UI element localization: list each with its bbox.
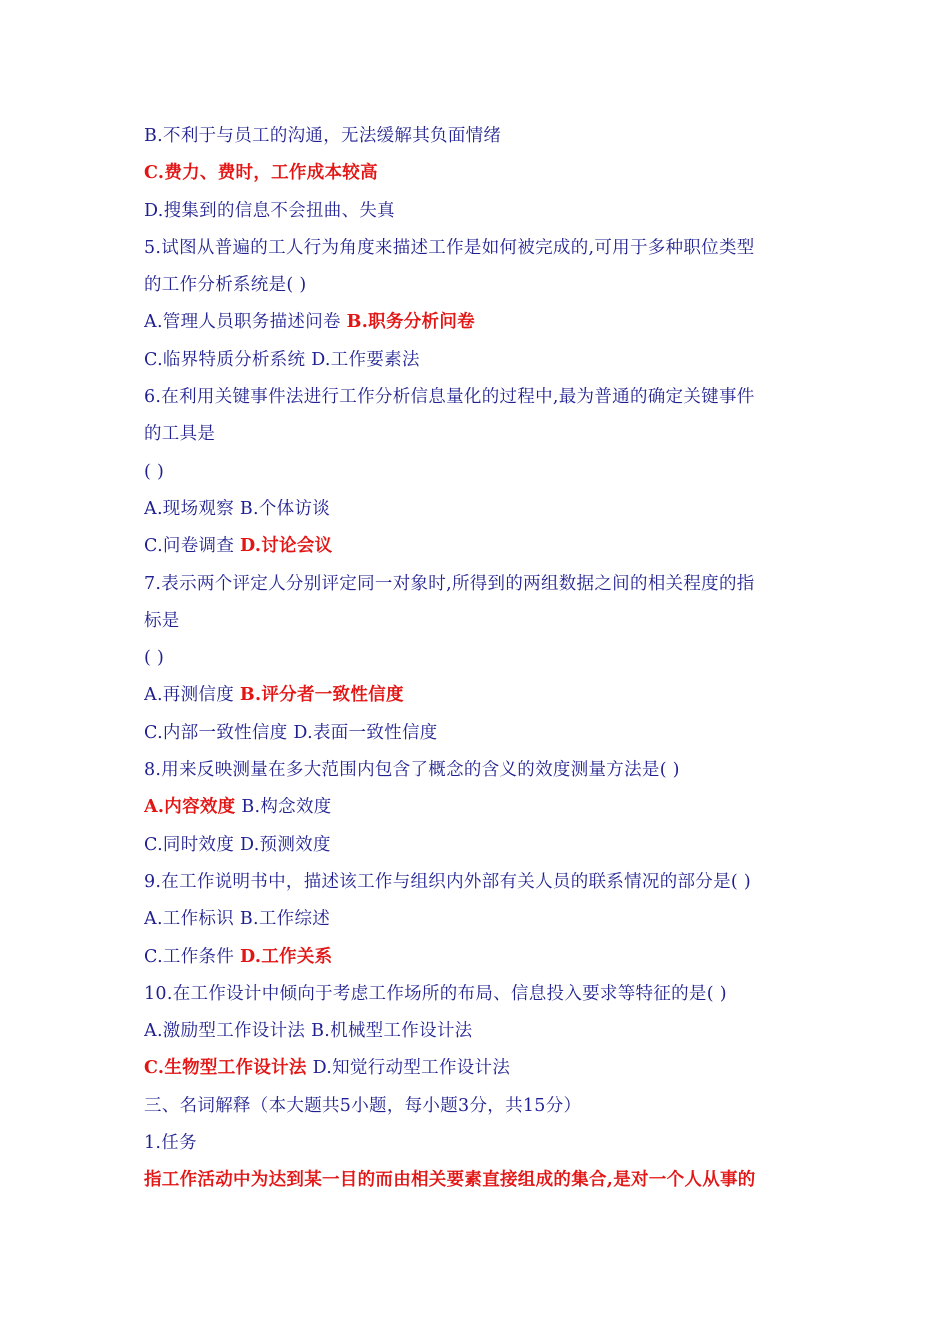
options-line: A.工作标识 B.工作综述 bbox=[144, 909, 331, 930]
term-title: 1.任务 bbox=[144, 1133, 197, 1154]
question-8: 8.用来反映测量在多大范围内包含了概念的含义的效度测量方法是( ) bbox=[144, 760, 680, 781]
question-5: 5.试图从普遍的工人行为角度来描述工作是如何被完成的,可用于多种职位类型 bbox=[144, 237, 755, 258]
text-line: D.搜集到的信息不会扭曲、失真 bbox=[144, 200, 395, 221]
options-line: C.临界特质分析系统 D.工作要素法 bbox=[144, 349, 420, 370]
correct-answer: A.内容效度 bbox=[144, 797, 236, 818]
answer-line bbox=[144, 1162, 814, 1199]
options-line: A.再测信度 B.评分者一致性信度 bbox=[144, 685, 404, 706]
answer-line bbox=[144, 155, 814, 192]
correct-answer: B.职务分析问卷 bbox=[346, 312, 475, 333]
options-line: A.内容效度 B.构念效度 bbox=[144, 797, 332, 818]
question-7: 7.表示两个评定人分别评定同一对象时,所得到的两组数据之间的相关程度的指 bbox=[144, 573, 755, 594]
text-line: ( ) bbox=[144, 648, 165, 669]
options-line: C.内部一致性信度 D.表面一致性信度 bbox=[144, 722, 438, 743]
options-line: A.管理人员职务描述问卷 B.职务分析问卷 bbox=[144, 312, 475, 333]
question-9: 9.在工作说明书中，描述该工作与组织内外部有关人员的联系情况的部分是( ) bbox=[144, 871, 752, 892]
text-line: 的工作分析系统是( ) bbox=[144, 275, 307, 296]
question-10: 10.在工作设计中倾向于考虑工作场所的布局、信息投入要求等特征的是( ) bbox=[144, 983, 727, 1004]
options-line: A.激励型工作设计法 B.机械型工作设计法 bbox=[144, 1021, 473, 1042]
correct-answer: C.生物型工作设计法 bbox=[144, 1058, 307, 1079]
question-6: 6.在利用关键事件法进行工作分析信息量化的过程中,最为普通的确定关键事件 bbox=[144, 387, 755, 408]
document-body bbox=[144, 118, 814, 1200]
correct-answer: D.讨论会议 bbox=[240, 536, 333, 557]
options-line: C.工作条件 D.工作关系 bbox=[144, 946, 333, 967]
text-line: 标是 bbox=[144, 610, 180, 631]
text-line: ( ) bbox=[144, 461, 165, 482]
correct-answer: B.评分者一致性信度 bbox=[239, 685, 404, 706]
text-line: B.不利于与员工的沟通，无法缓解其负面情绪 bbox=[144, 126, 502, 146]
correct-answer: C.费力、费时，工作成本较高 bbox=[144, 163, 378, 184]
correct-answer: 指工作活动中为达到某一目的而由相关要素直接组成的集合,是对一个人从事的 bbox=[144, 1170, 756, 1191]
options-line: C.问卷调查 D.讨论会议 bbox=[144, 536, 333, 557]
options-line: A.现场观察 B.个体访谈 bbox=[144, 498, 331, 519]
text-line: 的工具是 bbox=[144, 424, 216, 445]
options-line: C.生物型工作设计法 D.知觉行动型工作设计法 bbox=[144, 1058, 511, 1079]
section-heading: 三、名词解释（本大题共5小题，每小题3分，共15分） bbox=[144, 1095, 582, 1116]
options-line: C.同时效度 D.预测效度 bbox=[144, 834, 331, 855]
correct-answer: D.工作关系 bbox=[240, 946, 333, 967]
